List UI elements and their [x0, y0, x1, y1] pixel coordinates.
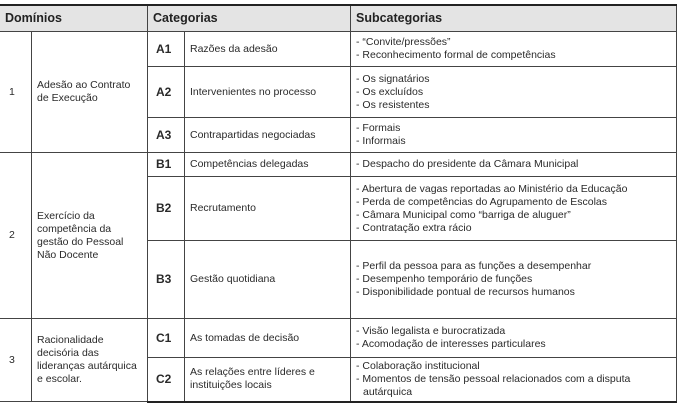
subcategory-list — [351, 67, 677, 118]
domain-number: 3 — [0, 319, 32, 402]
subcategory-item: - Visão legalista e burocratizada — [356, 325, 506, 337]
category-name: Intervenientes no processo — [185, 67, 351, 118]
table-row — [0, 153, 677, 177]
subcategory-item: - Reconhecimento formal de competências — [356, 49, 556, 61]
category-name: Contrapartidas negociadas — [185, 118, 351, 153]
category-code: A1 — [148, 32, 185, 67]
subcategory-item: - Desempenho temporário de funções — [356, 273, 533, 285]
domain-name: Racionalidade decisória das lideranças autárquica e escolar. — [32, 319, 148, 402]
category-code: C1 — [148, 319, 185, 358]
category-code: A3 — [148, 118, 185, 153]
category-code: B1 — [148, 153, 185, 177]
categories-table — [0, 4, 677, 403]
subcategory-item: - Acomodação de interesses particulares — [356, 338, 546, 350]
table-row — [0, 32, 677, 67]
subcategory-list — [351, 358, 677, 402]
table-row — [0, 319, 677, 358]
subcategory-item: - Contratação extra rácio — [356, 221, 472, 234]
subcategory-list — [351, 319, 677, 358]
domain-name: Adesão ao Contrato de Execução — [32, 32, 148, 153]
header-subcategories: Subcategorias — [351, 5, 677, 32]
subcategory-item: - Os excluídos — [356, 85, 424, 98]
header-row — [0, 5, 677, 32]
subcategory-item: - Despacho do presidente da Câmara Municipal — [356, 158, 579, 170]
category-code: A2 — [148, 67, 185, 118]
subcategory-item: - Os signatários — [356, 72, 430, 85]
subcategory-item: - Câmara Municipal como “barriga de aluguer” — [356, 208, 571, 221]
subcategory-item: - Abertura de vagas reportadas ao Ministério da Educação — [356, 182, 628, 195]
category-name: Recrutamento — [185, 177, 351, 241]
category-name: Razões da adesão — [185, 32, 351, 67]
subcategory-list — [351, 153, 677, 177]
subcategory-item: - Perda de competências do Agrupamento de Escolas — [356, 195, 607, 208]
header-categories: Categorias — [148, 5, 351, 32]
domain-number: 2 — [0, 153, 32, 319]
subcategory-item: - Perfil da pessoa para as funções a desempenhar — [356, 260, 592, 272]
category-code: B3 — [148, 241, 185, 319]
subcategory-item: - Colaboração institucional — [356, 359, 480, 372]
subcategory-item: - Momentos de tensão pessoal relacionados com a disputa autárquica — [356, 372, 631, 398]
category-name: As relações entre líderes e instituições locais — [185, 358, 351, 402]
header-domains: Domínios — [0, 5, 148, 32]
category-code: B2 — [148, 177, 185, 241]
subcategory-list — [351, 118, 677, 153]
category-name: Gestão quotidiana — [185, 241, 351, 319]
subcategory-item: - Disponibilidade pontual de recursos humanos — [356, 286, 575, 298]
subcategory-item: - Os resistentes — [356, 98, 430, 111]
subcategory-list — [351, 241, 677, 319]
subcategory-list — [351, 177, 677, 241]
category-name: Competências delegadas — [185, 153, 351, 177]
subcategory-item: - Informais — [356, 135, 406, 147]
subcategory-item: - “Convite/pressões” — [356, 36, 451, 48]
domain-number: 1 — [0, 32, 32, 153]
category-code: C2 — [148, 358, 185, 402]
subcategory-item: - Formais — [356, 122, 401, 134]
domain-name: Exercício da competência da gestão do Pessoal Não Docente — [32, 153, 148, 319]
subcategory-list — [351, 32, 677, 67]
category-name: As tomadas de decisão — [185, 319, 351, 358]
